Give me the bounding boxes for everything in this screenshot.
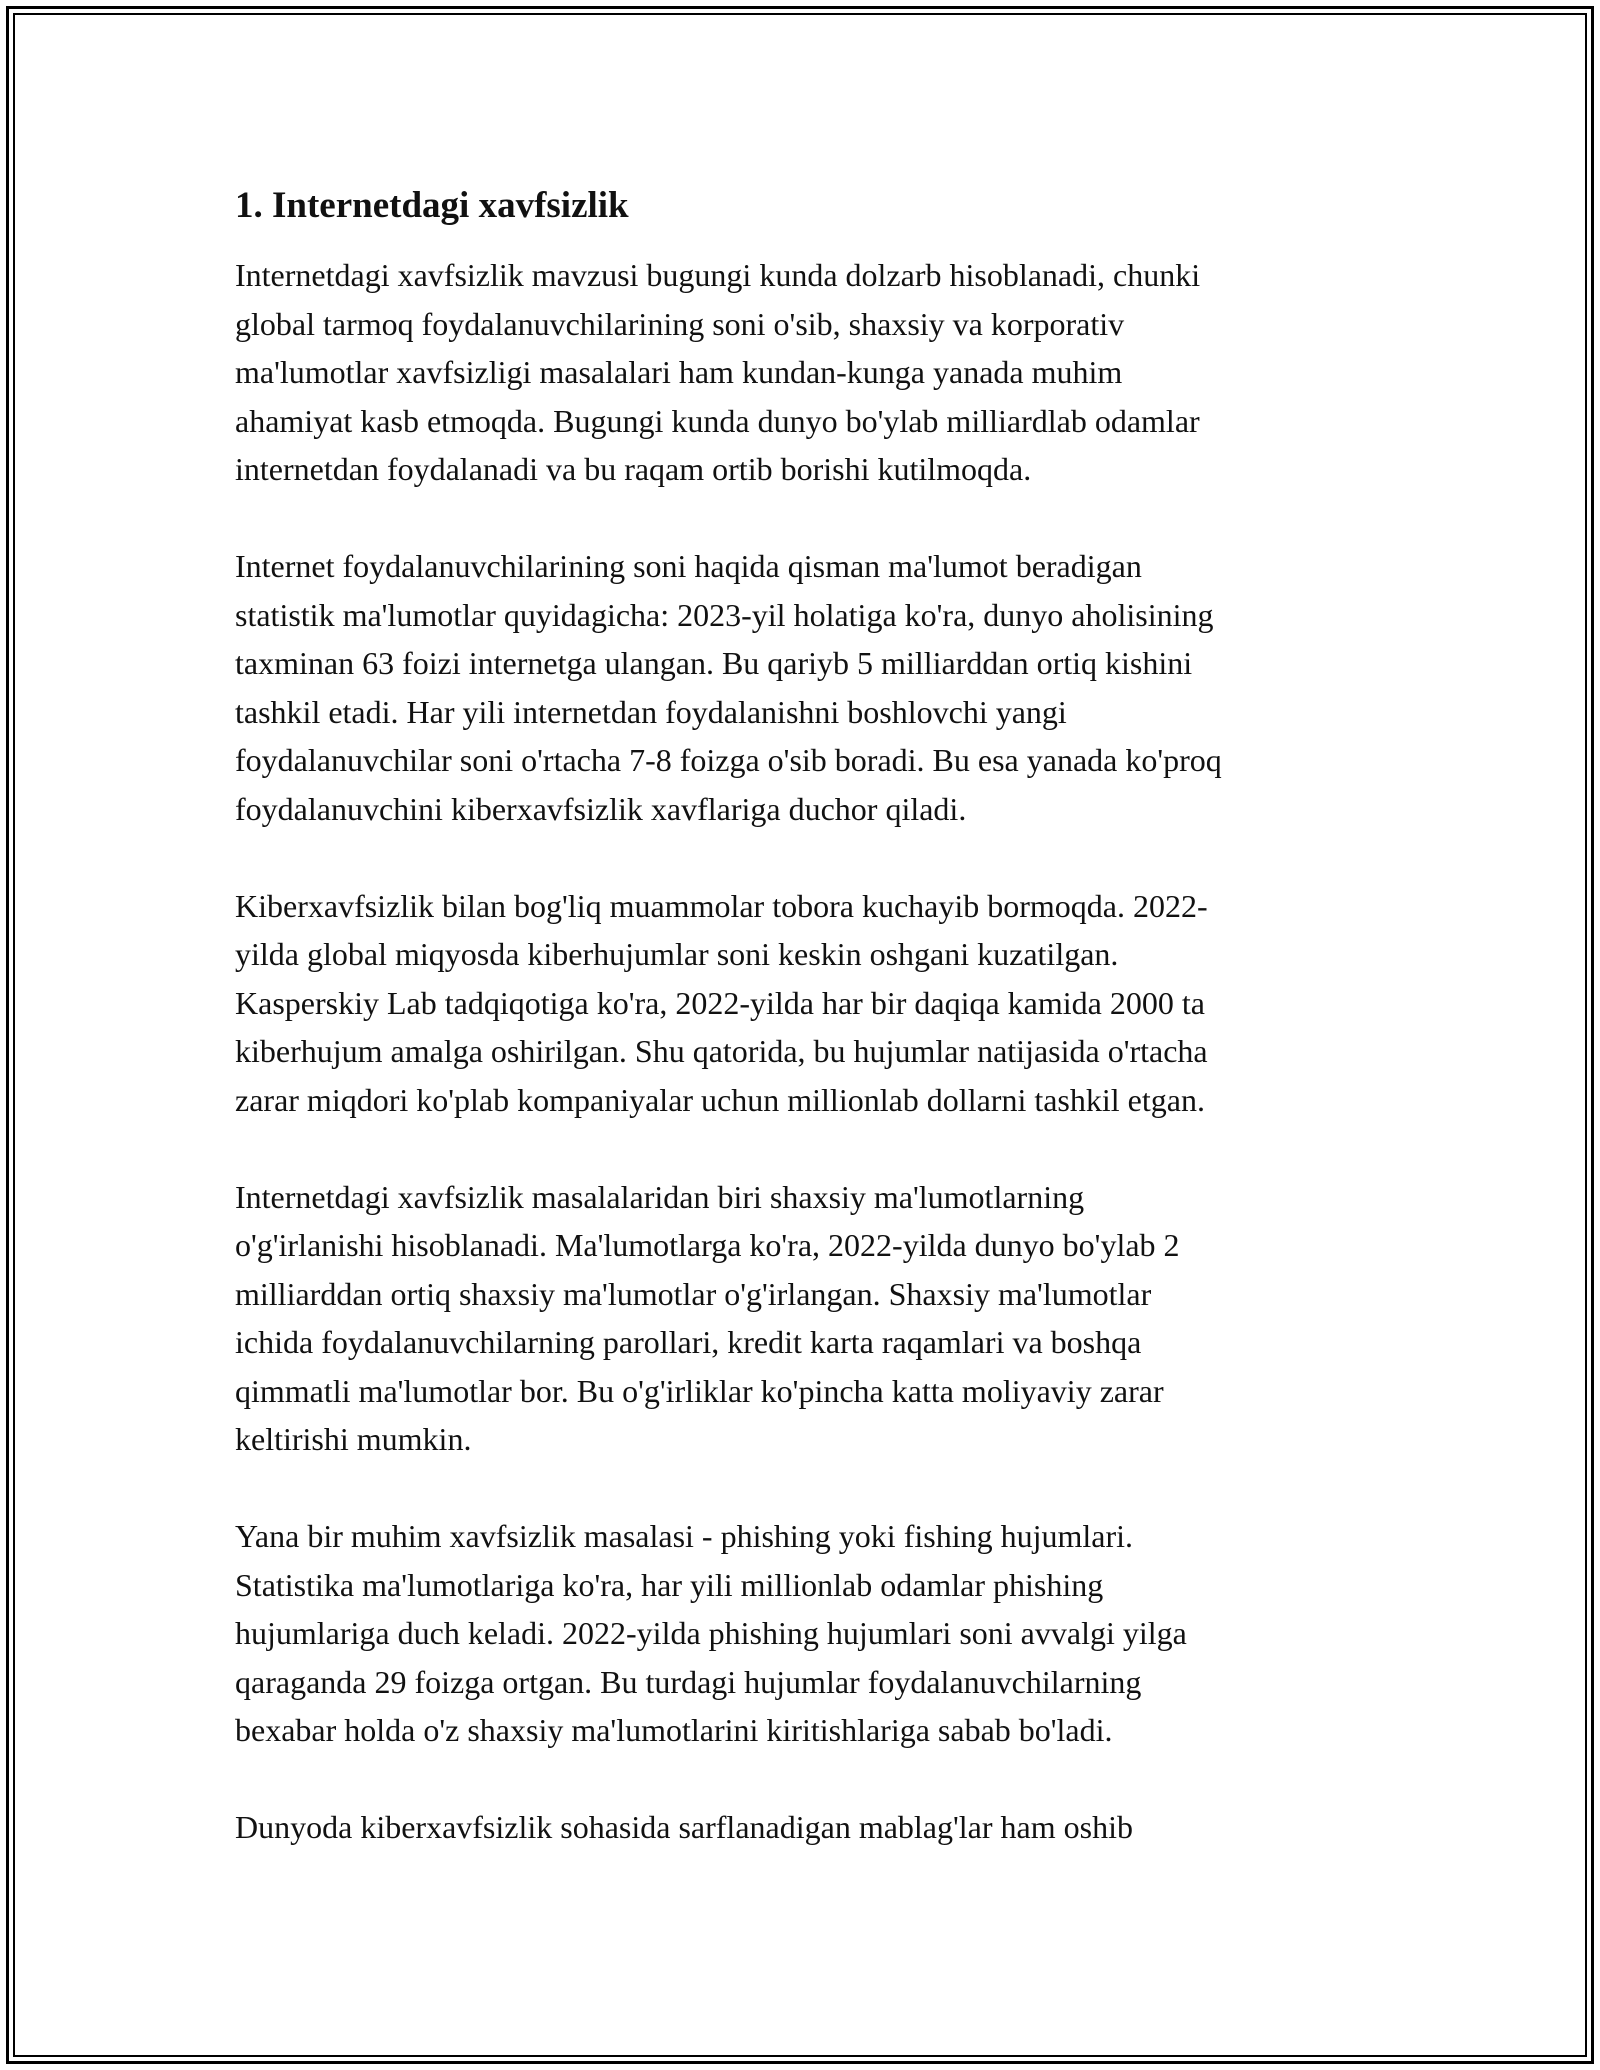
- text-line: Yana bir muhim xavfsizlik masalasi - phishing yoki fishing hujumlari.: [235, 1518, 1133, 1554]
- paragraph-security-spending: [235, 1803, 1375, 1852]
- text-line: zarar miqdori ko'plab kompaniyalar uchun millionlab dollarni tashkil etgan.: [235, 1081, 1205, 1118]
- text-line: tashkil etadi. Har yili internetdan foydalanishni boshlovchi yangi: [235, 693, 1067, 730]
- text-line: ichida foydalanuvchilarning parollari, kredit karta raqamlari va boshqa: [235, 1324, 1142, 1360]
- text-line: global tarmoq foydalanuvchilarining soni o'sib, shaxsiy va korporativ: [235, 305, 1125, 342]
- paragraph-internet-security-intro: [235, 251, 1375, 494]
- text-line: yilda global miqyosda kiberhujumlar soni keskin oshgani kuzatilgan.: [235, 936, 1119, 972]
- paragraph-cyberattacks: [235, 882, 1375, 1125]
- text-line: foydalanuvchini kiberxavfsizlik xavflariga duchor qiladi.: [235, 790, 967, 827]
- text-line: ma'lumotlar xavfsizligi masalalari ham kundan-kunga yanada muhim: [235, 354, 1123, 390]
- text-line: ahamiyat kasb etmoqda. Bugungi kunda dunyo bo'ylab milliardlab odamlar: [235, 402, 1200, 439]
- section-heading: 1. Internetdagi xavfsizlik: [235, 185, 629, 226]
- paragraph-user-statistics: [235, 542, 1375, 833]
- paragraph-phishing: [235, 1512, 1375, 1755]
- text-line: milliarddan ortiq shaxsiy ma'lumotlar o'g'irlangan. Shaxsiy ma'lumotlar: [235, 1275, 1152, 1312]
- text-line: keltirishi mumkin.: [235, 1421, 472, 1457]
- text-line: qaraganda 29 foizga ortgan. Bu turdagi hujumlar foydalanuvchilarning: [235, 1663, 1142, 1700]
- text-line: Internet foydalanuvchilarining soni haqida qisman ma'lumot beradigan: [235, 548, 1142, 584]
- text-line: hujumlariga duch keladi. 2022-yilda phishing hujumlari soni avvalgi yilga: [235, 1615, 1187, 1651]
- document-body: [235, 183, 1375, 1900]
- text-line: Kiberxavfsizlik bilan bog'liq muammolar tobora kuchayib bormoqda. 2022-: [235, 887, 1208, 924]
- text-line: statistik ma'lumotlar quyidagicha: 2023-yil holatiga ko'ra, dunyo aholisining: [235, 596, 1214, 633]
- paragraph-data-theft: [235, 1173, 1375, 1464]
- text-line: foydalanuvchilar soni o'rtacha 7-8 foizga o'sib boradi. Bu esa yanada ko'proq: [235, 742, 1222, 778]
- text-line: Kasperskiy Lab tadqiqotiga ko'ra, 2022-yilda har bir daqiqa kamida 2000 ta: [235, 984, 1205, 1021]
- text-line: Dunyoda kiberxavfsizlik sohasida sarflanadigan mablag'lar ham oshib: [235, 1809, 1133, 1845]
- text-line: kiberhujum amalga oshirilgan. Shu qatorida, bu hujumlar natijasida o'rtacha: [235, 1033, 1208, 1069]
- text-line: o'g'irlanishi hisoblanadi. Ma'lumotlarga ko'ra, 2022-yilda dunyo bo'ylab 2: [235, 1227, 1180, 1263]
- text-line: bexabar holda o'z shaxsiy ma'lumotlarini kiritishlariga sabab bo'ladi.: [235, 1712, 1113, 1748]
- text-line: internetdan foydalanadi va bu raqam ortib borishi kutilmoqda.: [235, 451, 1032, 487]
- text-line: qimmatli ma'lumotlar bor. Bu o'g'irliklar ko'pincha katta moliyaviy zarar: [235, 1372, 1164, 1409]
- text-line: Internetdagi xavfsizlik masalalaridan biri shaxsiy ma'lumotlarning: [235, 1178, 1085, 1215]
- text-line: taxminan 63 foizi internetga ulangan. Bu qariyb 5 milliarddan ortiq kishini: [235, 645, 1193, 681]
- text-line: Internetdagi xavfsizlik mavzusi bugungi kunda dolzarb hisoblanadi, chunki: [235, 257, 1201, 293]
- text-line: Statistika ma'lumotlariga ko'ra, har yili millionlab odamlar phishing: [235, 1566, 1104, 1603]
